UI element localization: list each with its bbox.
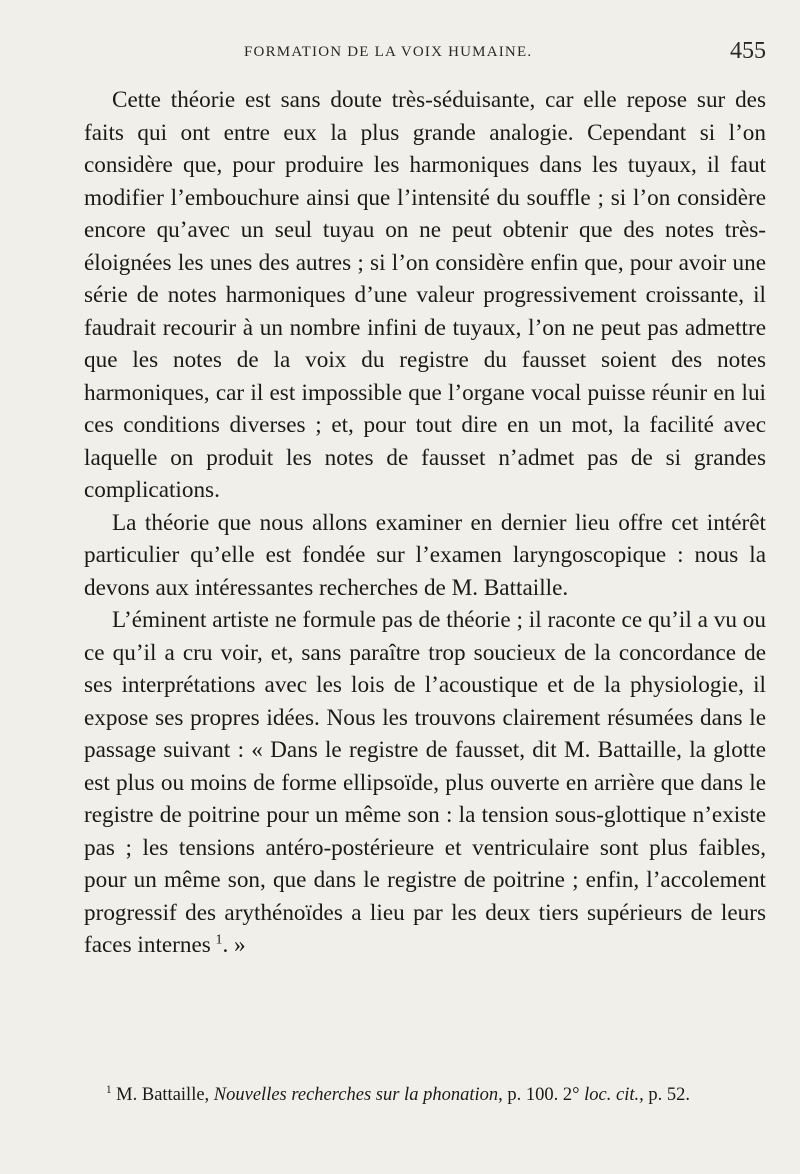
- page-header: [84, 38, 766, 68]
- paragraph-3: [84, 604, 766, 962]
- footnote-title: Nouvelles recherches sur la phonation,: [213, 1085, 503, 1105]
- paragraph-3-end: . »: [222, 932, 246, 958]
- page-number: 455: [730, 38, 766, 64]
- paragraph-2: La théorie que nous allons examiner en dernier lieu offre cet intérêt particulier qu’elle est fondée sur l’examen laryngoscopique : nous la devons aux intéressantes recherches de M. Battaille.: [84, 509, 766, 601]
- paragraph-3-text: L’éminent artiste ne formule pas de théorie ; il raconte ce qu’il a vu ou ce qu’il a cru voir, et, sans paraître trop soucieux de la concordance de ses interprétations avec les lois de l’acoustique et de la physiologie, il expose ses propres idées. Nous les trouvons clairement résumées dans le passage suivant : « Dans le registre de fausset, dit M. Battaille, la glotte est plus ou moins de forme ellipsoïde, plus ouverte en arrière que dans le registre de poitrine pour un même son : la tension sous-glottique n’existe pas ; les tensions antéro-postérieure et ventriculaire sont plus faibles, pour un même son, que dans le registre de poitrine ; enfin, l’accolement progressif des arythénoïdes a lieu par les deux tiers supérieurs de leurs faces internes: [84, 607, 766, 958]
- body-text: [84, 84, 766, 962]
- footnote-author: M. Battaille,: [116, 1085, 210, 1105]
- footnote-loc-cit: loc. cit.,: [584, 1085, 644, 1105]
- running-title: FORMATION DE LA VOIX HUMAINE.: [244, 44, 533, 60]
- paragraph-1: Cette théorie est sans doute très-séduisante, car elle repose sur des faits qui ont entre eux la plus grande analogie. Cependant si l’on considère que, pour produire les harmoniques dans les tuyaux, il faut modifier l’embouchure ainsi que l’intensité du souffle ; si l’on considère encore qu’avec un seul tuyau on ne peut obtenir que des notes très-éloignées les unes des autres ; si l’on considère enfin que, pour avoir une série de notes harmoniques d’une valeur progressivement croissante, il faudrait recourir à un nombre infini de tuyaux, l’on ne peut pas admettre que les notes de la voix du registre du fausset soient des notes harmoniques, car il est impossible que l’organe vocal puisse réunir en lui ces conditions diverses ; et, pour tout dire en un mot, la facilité avec laquelle on produit les notes de fausset n’admet pas de si grandes complications.: [84, 87, 766, 503]
- footnote-tail: p. 52.: [648, 1085, 690, 1105]
- footnote-pages: p. 100. 2°: [507, 1085, 580, 1105]
- footnote-marker: 1: [106, 1083, 112, 1096]
- footnote: [84, 1083, 766, 1108]
- footnote-reference: 1: [215, 932, 223, 948]
